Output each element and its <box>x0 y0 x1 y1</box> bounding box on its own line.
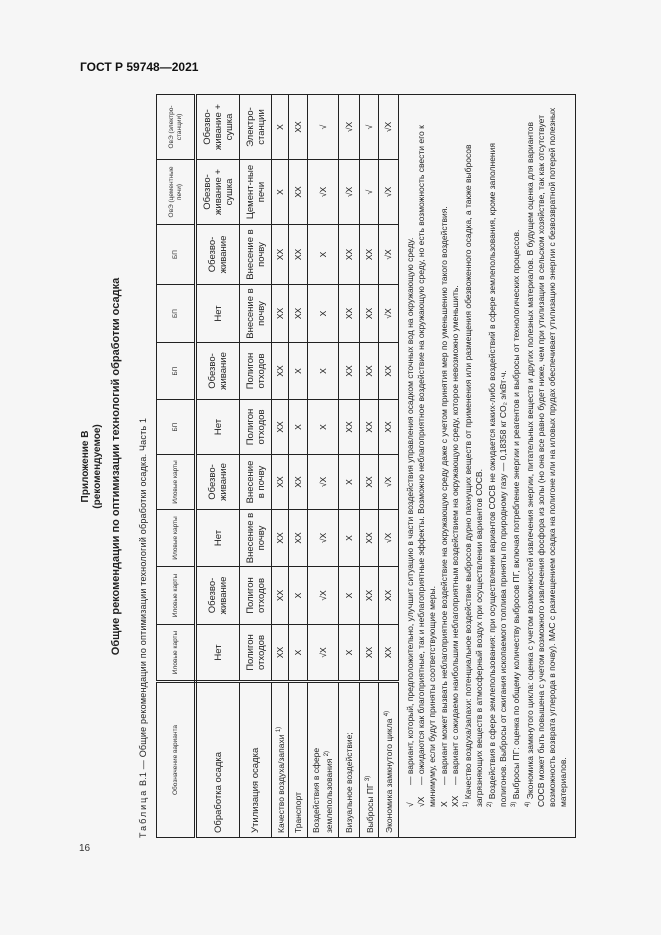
table-cell: X <box>339 510 360 567</box>
column-code: Иловые карты <box>157 625 196 682</box>
table-row <box>360 95 379 838</box>
table-cell: XX <box>272 225 289 285</box>
row-label: Качество воздуха/запахи $^{1)}$ <box>272 682 289 838</box>
table-cell: XX <box>360 567 379 625</box>
table-cell: Полигон отходов <box>240 343 272 400</box>
appendix-title: Приложение В <box>80 430 91 503</box>
recommendations-table <box>156 94 576 838</box>
header-label: Обозначение варианта <box>157 682 196 838</box>
table-cell: XX <box>360 510 379 567</box>
appendix-status: (рекомендуемое) <box>92 424 103 509</box>
row-label: Визуальное воздействие; <box>339 682 360 838</box>
column-code: ОвЭ (цементные печи) <box>157 160 196 225</box>
table-cell: √X <box>379 225 399 285</box>
rotated-landscape-content <box>80 95 600 838</box>
table-caption-prefix: Таблица <box>138 788 148 838</box>
appendix-heading <box>80 95 104 838</box>
table-row <box>379 95 399 838</box>
table-cell: Обезво-живание <box>196 343 240 400</box>
table-cell: XX <box>272 510 289 567</box>
column-code: Иловые карты <box>157 510 196 567</box>
row-label: Обработка осадка <box>196 682 240 838</box>
table-cell: X <box>308 285 339 343</box>
legend: √— вариант, который, предположительно, улучшит ситуацию в части воздействия управления осадком сточных вод на окружающую среду. √X— ожидаются как благоприятные, так и неблагоприятные эффекты. Возможно неблагоприятное воздействие на окружающую среду, но есть возможность свести его к минимуму, если будут приняты соответствующие меры. X— вариант может вызвать неблагоприятное воздействие на окружающую среду даже с учетом принятия мер по уменьшению такого воздействия. XX— вариант с ожидаемо наибольшим неблагоприятным воздействием на окружающую среду, которое невозможно уменьшить. <box>405 125 460 807</box>
table-cell: X <box>272 95 289 160</box>
table-cell: Полигон отходов <box>240 567 272 625</box>
table-cell: XX <box>272 400 289 455</box>
table-cell: Внесение в почву <box>240 225 272 285</box>
table-cell: XX <box>379 343 399 400</box>
column-code: БП <box>157 400 196 455</box>
table-cell: √X <box>379 455 399 510</box>
table-caption <box>138 418 148 838</box>
footnotes: $^{1)}$ Качество воздуха/запахи: потенциальное воздействие выбросов дурно пахнущих веществ от применения или размещения обезвоженного осадка, а также выбросов загрязняющих веществ в атмосферный воздух при осуществлении вариантов СОСВ. $^{2)}$ Воздействия в сфере землепользования: при осуществлении вариантов СОСВ не ожидается каких-либо воздействий в сфере землепользования, кроме заполнения полигонов. Выбросы от сжигания ископаемого топлива приняты по природному газу — 0,18358 кг CO₂ э/кВт·ч. $^{3)}$ Выбросы ПГ: оценка по общему количеству выбросов ПГ, включая потребление энергии и реагентов и выбросы от технологических процессов. $^{4)}$ Экономика замкнутого цикла: оценка с учетом возможностей извлечения энергии, питательных веществ и других полезных материалов. В будущем оценка для вариантов СОСВ может быть повышена с учетом возможного извлечения фосфора из золы (но она все равно будет ниже, чем при утилизации в сельском хозяйстве, так как отсутствует возможность возврата углерода в почву). МАС с размещением осадка на полигоне или на иловых прудах обеспечивает утилизацию энергии с безвозвратной потерей полезных материалов. <box>462 107 568 807</box>
table-cell: X <box>289 625 308 682</box>
table-cell: XX <box>339 343 360 400</box>
table-header-row <box>157 95 196 838</box>
row-label: Транспорт <box>289 682 308 838</box>
table-cell: X <box>308 225 339 285</box>
table-cell: XX <box>360 400 379 455</box>
table-cell: Внесение в почву <box>240 285 272 343</box>
table-cell: X <box>308 400 339 455</box>
table-cell: X <box>289 567 308 625</box>
column-code: БП <box>157 343 196 400</box>
table-cell: XX <box>379 400 399 455</box>
document-code: ГОСТ Р 59748—2021 <box>80 60 199 74</box>
table-row <box>272 95 289 838</box>
table-row-utilization <box>240 95 272 838</box>
table-cell: XX <box>289 285 308 343</box>
row-label: Выбросы ПГ $^{3)}$ <box>360 682 379 838</box>
table-cell: √X <box>308 510 339 567</box>
table-row <box>339 95 360 838</box>
row-label: Экономика замкнутого цикла $^{4)}$ <box>379 682 399 838</box>
table-cell: XX <box>289 510 308 567</box>
table-cell: √X <box>379 160 399 225</box>
section-title: Общие рекомендации по оптимизации технологий обработки осадка <box>110 277 122 656</box>
table-notes-row <box>399 95 576 838</box>
row-label: Воздействия в сфере землепользования $^{2)}$ <box>308 682 339 838</box>
table-cell: Внесение в почву <box>240 455 272 510</box>
table-cell: X <box>339 625 360 682</box>
table-cell: Нет <box>196 285 240 343</box>
column-code: ОвЭ (электро-станции) <box>157 95 196 160</box>
table-cell: XX <box>360 455 379 510</box>
table-row <box>308 95 339 838</box>
table-cell: √X <box>308 625 339 682</box>
table-cell: XX <box>289 95 308 160</box>
table-cell: XX <box>272 343 289 400</box>
table-cell: X <box>289 400 308 455</box>
table-cell: √X <box>379 510 399 567</box>
column-code: БП <box>157 225 196 285</box>
table-cell: XX <box>360 225 379 285</box>
table-cell: XX <box>289 225 308 285</box>
table-cell: XX <box>339 400 360 455</box>
table-cell: XX <box>272 285 289 343</box>
table-cell: Обезво-живание <box>196 455 240 510</box>
table-cell: XX <box>360 285 379 343</box>
table-cell: Нет <box>196 510 240 567</box>
table-cell: Нет <box>196 625 240 682</box>
table-cell: XX <box>272 567 289 625</box>
table-cell: X <box>339 455 360 510</box>
table-notes <box>399 95 576 838</box>
column-code: Иловые карты <box>157 455 196 510</box>
table-cell: X <box>289 343 308 400</box>
table-cell: XX <box>360 625 379 682</box>
table-cell: Электро-станции <box>240 95 272 160</box>
table-cell: Нет <box>196 400 240 455</box>
table-cell: √ <box>360 95 379 160</box>
table-cell: X <box>308 343 339 400</box>
table-cell: √X <box>379 95 399 160</box>
table-cell: X <box>339 567 360 625</box>
table-cell: √ <box>360 160 379 225</box>
table-cell: XX <box>379 567 399 625</box>
table-cell: XX <box>272 455 289 510</box>
table-cell: XX <box>289 160 308 225</box>
column-code: БП <box>157 285 196 343</box>
table-cell: XX <box>272 625 289 682</box>
table-cell: Полигон отходов <box>240 400 272 455</box>
table-cell: √X <box>308 455 339 510</box>
table-cell: Цемент-ные печи <box>240 160 272 225</box>
page-number: 16 <box>79 843 91 854</box>
table-cell: Обезво-живание + сушка <box>196 160 240 225</box>
table-cell: XX <box>339 285 360 343</box>
table-cell: √X <box>308 567 339 625</box>
column-code: Иловые карты <box>157 567 196 625</box>
table-cell: √X <box>379 285 399 343</box>
table-cell: √X <box>339 160 360 225</box>
table-cell: √ <box>308 95 339 160</box>
table-cell: Обезво-живание + сушка <box>196 95 240 160</box>
table-cell: XX <box>360 343 379 400</box>
row-label: Утилизация осадка <box>240 682 272 838</box>
table-cell: XX <box>289 455 308 510</box>
table-cell: Полигон отходов <box>240 625 272 682</box>
table-cell: X <box>272 160 289 225</box>
table-row-processing <box>196 95 240 838</box>
table-row <box>289 95 308 838</box>
table-cell: √X <box>339 95 360 160</box>
table-cell: Обезво-живание <box>196 567 240 625</box>
table-cell: XX <box>339 225 360 285</box>
table-cell: XX <box>379 625 399 682</box>
table-cell: √X <box>308 160 339 225</box>
table-cell: Обезво-живание <box>196 225 240 285</box>
table-cell: Внесение в почву <box>240 510 272 567</box>
table-caption-text: В.1 — Общие рекомендации по оптимизации технологий обработки осадка. Часть 1 <box>138 417 148 786</box>
